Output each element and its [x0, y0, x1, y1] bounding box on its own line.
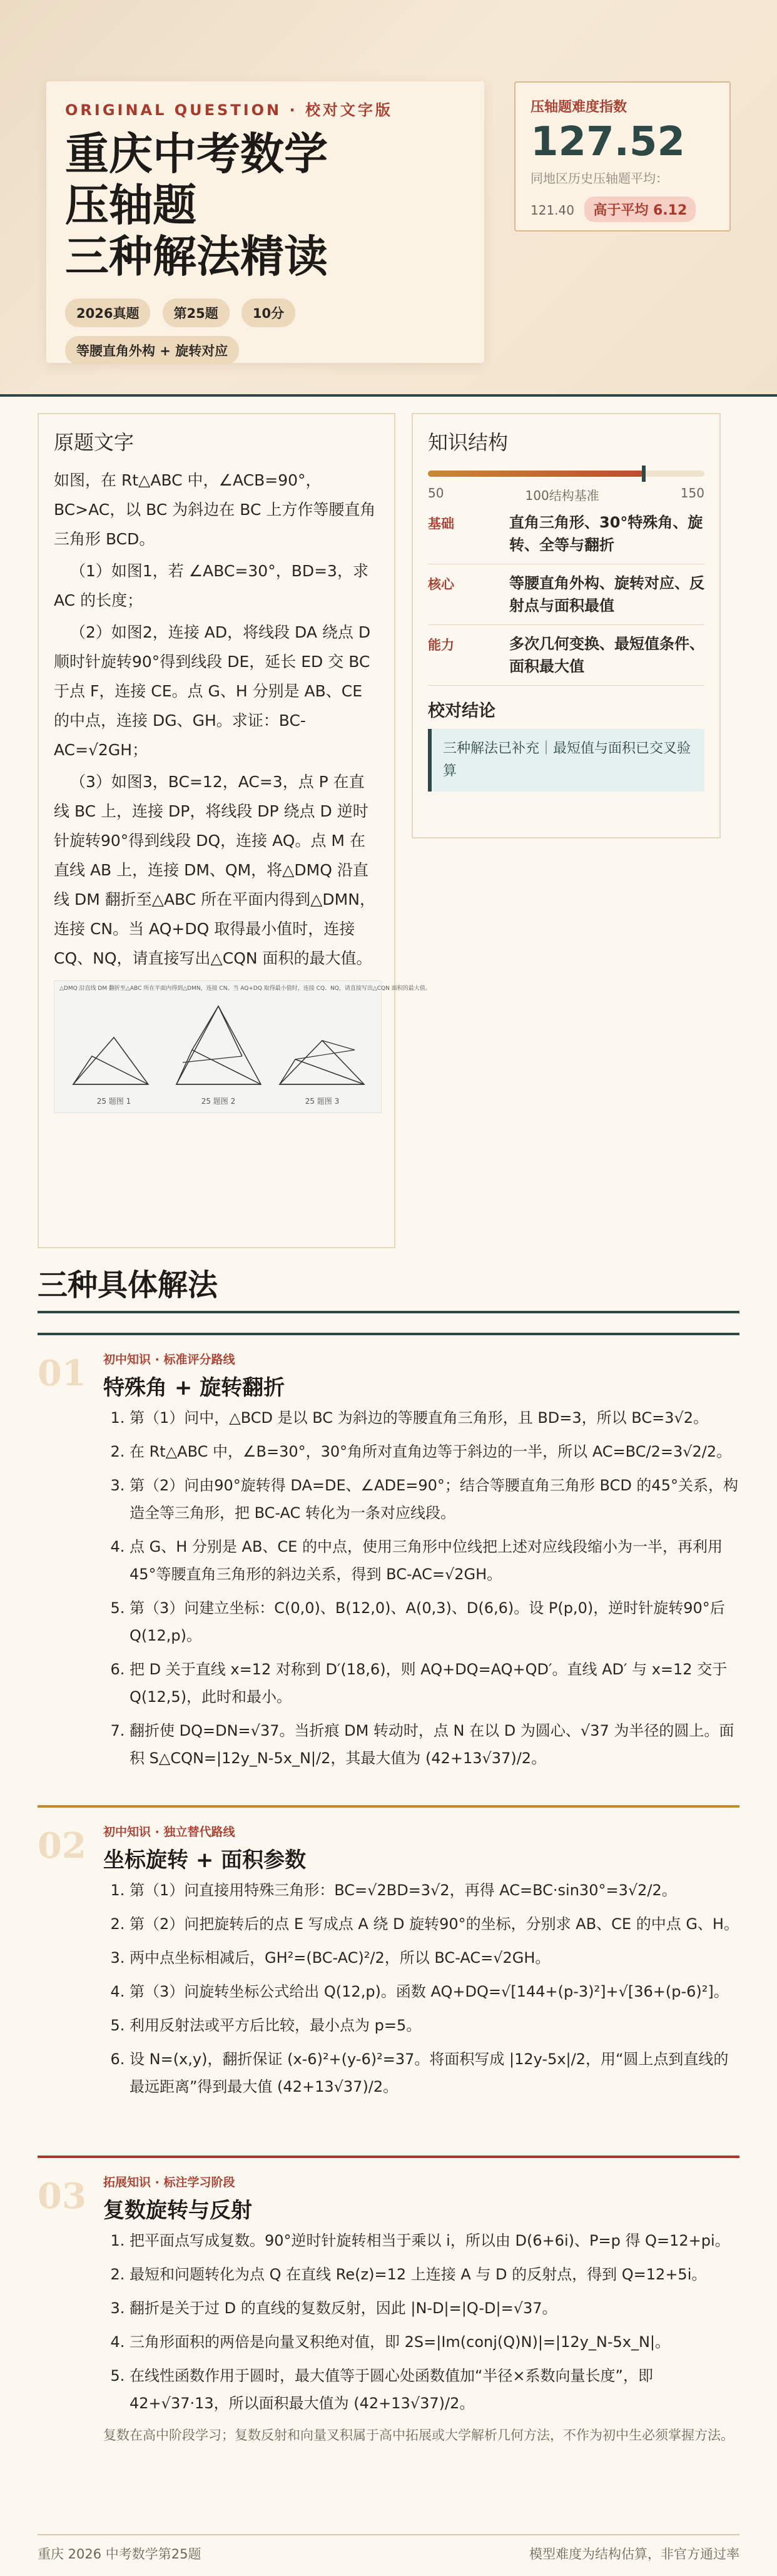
method-steps [103, 2227, 739, 2417]
method-step: 3. 两中点坐标相减后，GH²=(BC-AC)²/2，所以 BC-AC=√2GH。 [130, 1944, 739, 1972]
knowledge-row-label: 能力 [428, 638, 454, 653]
score-badge: 高于平均 6.12 [584, 196, 696, 222]
knowledge-row [428, 625, 704, 686]
method-1 [38, 1333, 739, 1778]
tag-question: 第25题 [163, 298, 230, 327]
hero-section [0, 0, 777, 397]
method-number: 02 [38, 1825, 86, 1866]
score-value: 127.52 [531, 119, 685, 165]
method-step: 1. 第（1）问中，△BCD 是以 BC 为斜边的等腰直角三角形，且 BD=3，所以 BC=3√2。 [130, 1404, 739, 1432]
knowledge-title: 知识结构 [428, 430, 509, 454]
figure-caption-3: 25 题图 3 [305, 1097, 340, 1106]
method-header [38, 1808, 739, 1876]
score-sub: 同地区历史压轴题平均： [531, 171, 668, 186]
knowledge-row-text: 直角三角形、30°特殊角、旋转、全等与翻折 [509, 514, 703, 554]
method-title: 特殊角 + 旋转翻折 [103, 1375, 285, 1400]
tag-year: 2026真题 [65, 298, 150, 327]
method-step: 1. 把平面点写成复数。90°逆时针旋转相当于乘以 i，所以由 D(6+6i)、P=p 得 Q=12+pi。 [130, 2227, 739, 2254]
method-step: 2. 在 Rt△ABC 中，∠B=30°，30°角所对直角边等于斜边的一半，所以 AC=BC/2=3√2/2。 [130, 1438, 739, 1465]
method-step: 2. 最短和问题转化为点 Q 在直线 Re(z)=12 上连接 A 与 D 的反射点，得到 Q=12+5i。 [130, 2261, 739, 2288]
question-part-2: （2）如图2，连接 AD，将线段 DA 绕点 D 顺时针旋转90°得到线段 DE，延长 ED 交 BC 于点 F，连接 CE。点 G、H 分别是 AB、CE 的中点，连接 DG、GH。求证：BC-AC=√2GH； [54, 623, 371, 759]
method-steps [103, 1404, 739, 1772]
method-2 [38, 1805, 739, 2107]
question-intro: 如图，在 Rt△ABC 中，∠ACB=90°，BC>AC，以 BC 为斜边在 BC 上方作等腰直角三角形 BCD。 [54, 471, 376, 548]
method-kicker: 拓展知识 · 标注学习阶段 [103, 2176, 235, 2189]
score-average-row [531, 196, 714, 222]
difficulty-bar [428, 466, 704, 482]
footer [38, 2534, 739, 2563]
method-step: 4. 第（3）问旋转坐标公式给出 Q(12,p)。函数 AQ+DQ=√[144+(p-3)²]+√[36+(p-6)²]。 [130, 1978, 739, 2005]
difficulty-bar-ticks [428, 486, 704, 504]
hero-title [65, 128, 465, 282]
solutions-title: 三种具体解法 [38, 1268, 218, 1303]
method-step: 5. 第（3）问建立坐标：C(0,0)、B(12,0)、A(0,3)、D(6,6)。设 P(p,0)，逆时针旋转90°后 Q(12,p)。 [130, 1594, 739, 1649]
conclusion-title: 校对结论 [428, 701, 495, 721]
conclusion-box: 三种解法已补充｜最短值与面积已交叉验算 [428, 729, 704, 792]
hero-title-line: 重庆中考数学 [65, 128, 328, 180]
knowledge-panel [412, 413, 721, 838]
tag-topic: 等腰直角外构 + 旋转对应 [65, 336, 239, 365]
method-step: 7. 翻折使 DQ=DN=√37。当折痕 DM 转动时，点 N 在以 D 为圆心、√37 为半径的圆上。面积 S△CQN=|12y_N-5x_N|/2，其最大值为 (42+13√37)/2。 [130, 1717, 739, 1772]
method-step: 3. 第（2）问由90°旋转得 DA=DE、∠ADE=90°；结合等腰直角三角形 BCD 的45°关系，构造全等三角形，把 BC-AC 转化为一条对应线段。 [130, 1472, 739, 1527]
bar-tick-max: 150 [680, 486, 704, 501]
method-step: 5. 利用反射法或平方后比较，最小点为 p=5。 [130, 2012, 739, 2039]
knowledge-row-text: 多次几何变换、最短值条件、面积最大值 [509, 635, 704, 675]
knowledge-row-text: 等腰直角外构、旋转对应、反射点与面积最值 [509, 574, 704, 614]
knowledge-row-label: 核心 [428, 577, 454, 592]
score-label: 压轴题难度指数 [531, 99, 627, 115]
method-3 [38, 2156, 739, 2447]
method-steps [103, 1876, 739, 2100]
question-part-3: （3）如图3，BC=12，AC=3，点 P 在直线 BC 上，连接 DP，将线段 DP 绕点 D 逆时针旋转90°得到线段 DQ，连接 AQ。点 M 在直线 AB 上，连接 DM、QM，将△DMQ 沿直线 DM 翻折至△ABC 所在平面内得到△DMN，连接 CN。当 AQ+DQ 取得最小值时，连接 CQ、NQ，请直接写出△CQN 面积的最大值。 [54, 773, 375, 967]
method-kicker: 初中知识 · 独立替代路线 [103, 1825, 235, 1839]
method-header [38, 2158, 739, 2227]
figure-svg [54, 981, 431, 1112]
question-part-1: （1）如图1，若 ∠ABC=30°，BD=3，求 AC 的长度； [54, 562, 368, 609]
method-step: 2. 第（2）问把旋转后的点 E 写成点 A 绕 D 旋转90°的坐标，分别求 AB、CE 的中点 G、H。 [130, 1910, 739, 1938]
question-title: 原题文字 [54, 430, 135, 454]
method-number: 01 [38, 1353, 86, 1394]
question-panel [38, 413, 431, 1248]
difficulty-score-card [514, 81, 731, 232]
hero-kicker: ORIGINAL QUESTION · 校对文字版 [65, 101, 393, 119]
method-header [38, 1335, 739, 1404]
knowledge-row-label: 基础 [428, 516, 454, 531]
method-step: 3. 翻折是关于过 D 的直线的复数反射，因此 |N-D|=|Q-D|=√37。 [130, 2294, 739, 2322]
footer-left: 重庆 2026 中考数学第25题 [38, 2547, 201, 2562]
method-step: 4. 三角形面积的两倍是向量叉积绝对值，即 2S=|Im(conj(Q)N)|=|12y_N-5x_N|。 [130, 2328, 739, 2356]
question-text [54, 466, 379, 973]
hero-title-line: 压轴题 [65, 180, 196, 231]
method-number: 03 [38, 2176, 86, 2217]
method-title: 坐标旋转 + 面积参数 [103, 1848, 307, 1873]
hero-title-line: 三种解法精读 [65, 231, 328, 282]
figure-caption-2: 25 题图 2 [201, 1097, 236, 1106]
difficulty-bar-fill [428, 471, 644, 477]
solutions-rule [38, 1311, 739, 1313]
method-step: 5. 在线性函数作用于圆时，最大值等于圆心处函数值加“半径×系数向量长度”，即 42+√37·13，所以面积最大值为 (42+13√37)/2。 [130, 2362, 739, 2417]
method-step: 6. 把 D 关于直线 x=12 对称到 D′(18,6)，则 AQ+DQ=AQ+QD′。直线 AD′ 与 x=12 交于 Q(12,5)，此时和最小。 [130, 1656, 739, 1711]
tag-points: 10分 [241, 298, 295, 327]
method-step: 4. 点 G、H 分别是 AB、CE 的中点，使用三角形中位线把上述对应线段缩小为一半，再利用45°等腰直角三角形的斜边关系，得到 BC-AC=√2GH。 [130, 1533, 739, 1588]
question-figure [54, 980, 431, 1113]
method-note: 复数在高中阶段学习；复数反射和向量叉积属于高中拓展或大学解析几何方法，不作为初中生必须掌握方法。 [103, 2428, 734, 2443]
knowledge-row [428, 564, 704, 625]
figure-caption-1: 25 题图 1 [96, 1097, 131, 1106]
tag-list [65, 298, 465, 374]
method-kicker: 初中知识 · 标准评分路线 [103, 1353, 235, 1367]
figure-1 [73, 1037, 148, 1084]
footer-right: 模型难度为结构估算，非官方通过率 [529, 2547, 739, 2562]
method-step: 6. 设 N=(x,y)，翻折保证 (x-6)²+(y-6)²=37。将面积写成 |12y-5x|/2，用“圆上点到直线的最远距离”得到最大值 (42+13√37)/2。 [130, 2045, 739, 2100]
method-title: 复数旋转与反射 [103, 2198, 252, 2223]
bar-tick-min: 50 [428, 486, 444, 501]
difficulty-bar-marker [642, 466, 646, 482]
bar-tick-mid: 100结构基准 [525, 488, 599, 503]
knowledge-rows [428, 504, 704, 686]
method-step: 1. 第（1）问直接用特殊三角形：BC=√2BD=3√2，再得 AC=BC·sin30°=3√2/2。 [130, 1876, 739, 1904]
knowledge-row [428, 504, 704, 564]
hero-card [46, 81, 484, 363]
figure-header-text: △DMQ 沿直线 DM 翻折至△ABC 所在平面内得到△DMN，连接 CN。当 AQ+DQ 取得最小值时，连接 CQ、NQ，请直接写出△CQN 面积的最大值。 [59, 985, 431, 992]
figure-3 [280, 1041, 364, 1084]
score-average: 121.40 [531, 203, 574, 218]
figure-2 [176, 1006, 261, 1084]
